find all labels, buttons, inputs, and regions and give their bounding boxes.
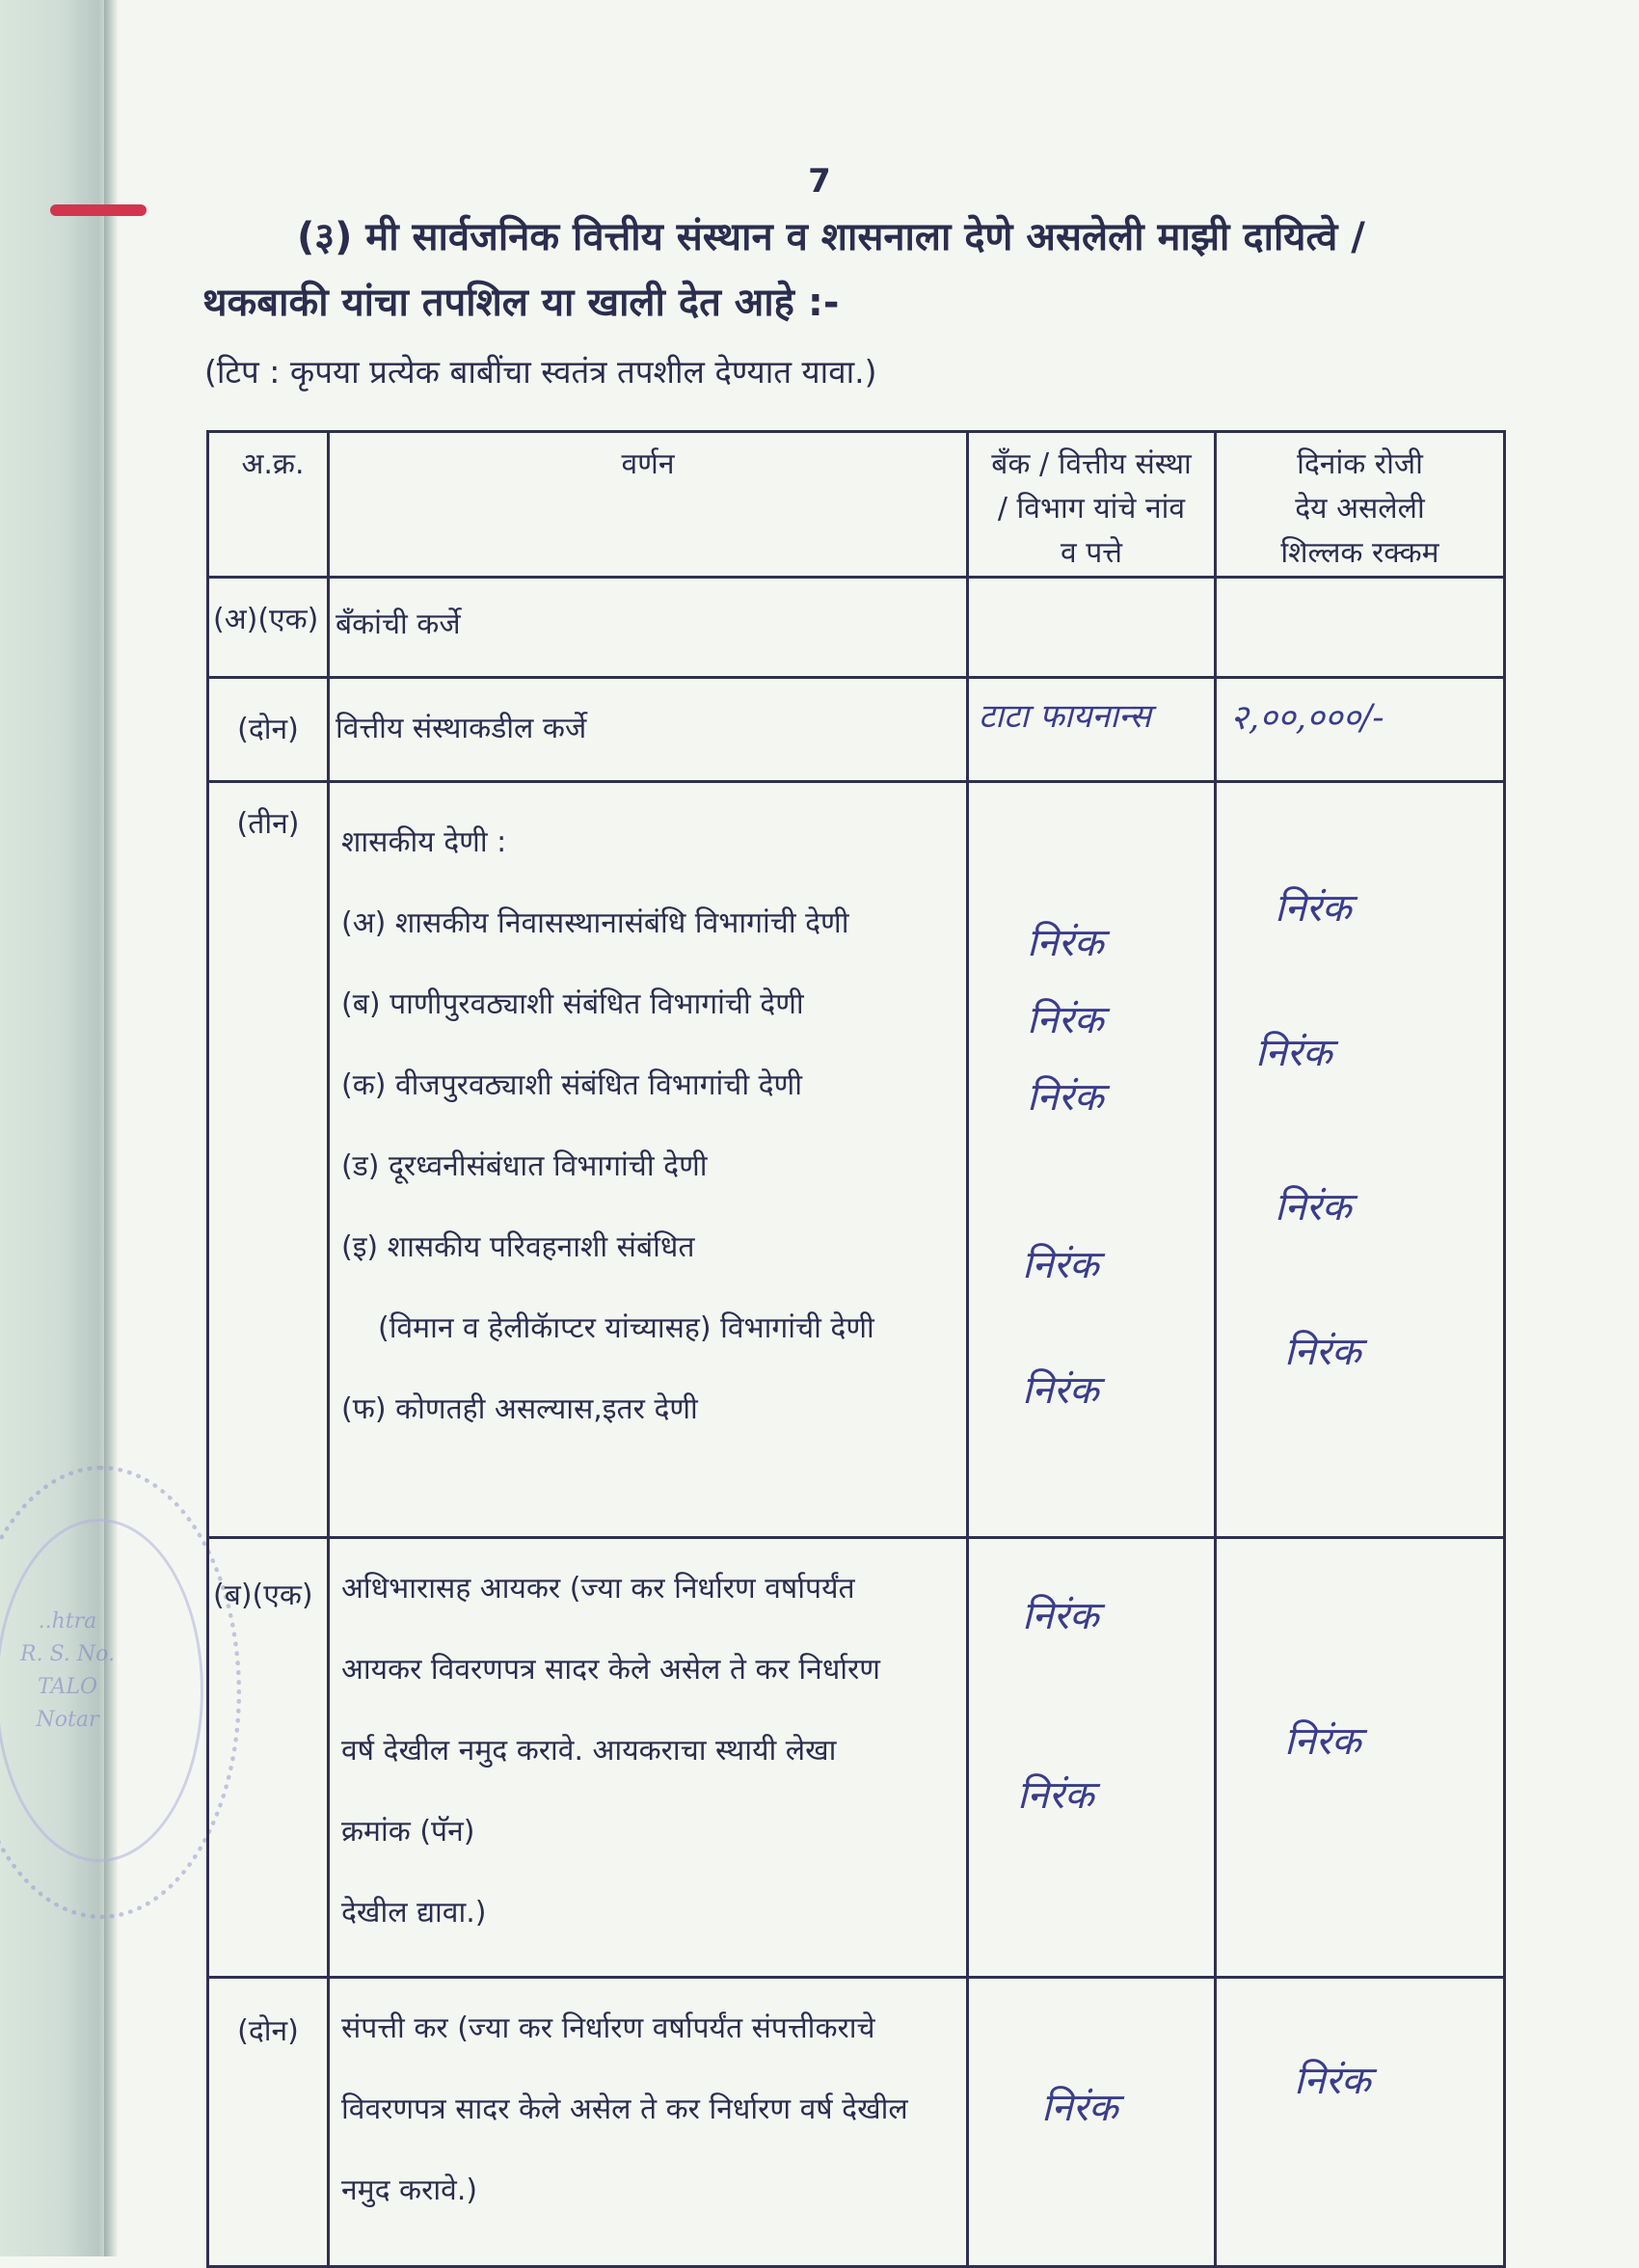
handwritten-nil: निरंक <box>1275 886 1352 931</box>
row-code: (तीन) <box>236 807 300 841</box>
handwritten-nil: निरंक <box>1284 1330 1361 1374</box>
row-code: (अ)(एक) <box>213 603 319 636</box>
income-tax-description: अधिभारासह आयकर (ज्या कर निर्धारण वर्षापर्यंत आयकर विवरणपत्र सादर केले असेल ते कर निर्धारण वर्ष देखील नमुद करावे. आयकराचा स्थायी लेखा क्रमांक (पॅन) देखील द्यावा.) <box>341 1572 880 1930</box>
seal-lettering: ..htra R. S. No. TALO Notar <box>20 1609 115 1732</box>
handwritten-nil: निरंक <box>1294 2059 1371 2103</box>
dues-item-water: (ब) पाणीपुरवठ्याशी संबंधित विभागांची देणी <box>341 987 804 1021</box>
dues-title: शासकीय देणी : <box>341 825 507 859</box>
table-header-row <box>208 432 1505 578</box>
handwritten-nil: निरंक <box>1017 1773 1094 1818</box>
table-row-bank-loans <box>208 578 1505 678</box>
handwritten-institution-entries <box>969 1539 1214 1975</box>
row-code: (दोन) <box>237 713 299 746</box>
handwritten-nil: निरंक <box>1041 2086 1118 2130</box>
handwritten-nil: निरंक <box>1022 1243 1099 1287</box>
handwritten-institution-entry <box>969 1979 1214 2264</box>
handwritten-amount-entry <box>1217 1539 1503 1975</box>
table-row-government-dues <box>208 782 1505 1538</box>
instruction-note: (टिप : कृपया प्रत्येक बाबींचा स्वतंत्र तपशील देण्यात यावा.) <box>204 353 877 391</box>
binding-thread <box>50 204 147 216</box>
dues-item-transport-cont: (विमान व हेलीकॅाप्टर यांच्यासह) विभागांची देणी <box>378 1311 874 1345</box>
row-code: (दोन) <box>237 2014 299 2048</box>
row-description: बँकांची कर्जे <box>336 608 461 641</box>
section-heading <box>202 204 1523 336</box>
row-code: (ब)(एक) <box>213 1579 313 1612</box>
dues-item-electricity: (क) वीजपुरवठ्याशी संबंधित विभागांची देणी <box>341 1068 803 1102</box>
handwritten-nil: निरंक <box>1027 921 1104 965</box>
header-description: वर्णन <box>329 432 968 578</box>
dues-item-telephone: (ड) दूरध्वनीसंबंधात विभागांची देणी <box>341 1149 708 1183</box>
dues-item-transport: (इ) शासकीय परिवहनाशी संबंधित <box>341 1230 695 1264</box>
handwritten-nil: निरंक <box>1255 1031 1332 1075</box>
handwritten-nil: निरंक <box>1027 998 1104 1042</box>
notary-seal-stamp <box>0 1466 241 1919</box>
handwritten-amount-entries <box>1217 783 1503 1535</box>
page-number: 7 <box>808 162 831 201</box>
handwritten-institution: टाटा फायनान्स <box>979 697 1152 736</box>
institution-cell-empty <box>968 578 1216 678</box>
amount-cell-empty <box>1216 578 1505 678</box>
table-row-financial-loans <box>208 678 1505 782</box>
heading-line-2: थकबाकी यांचा तपशिल या खाली देत आहे :- <box>202 281 840 325</box>
liabilities-table <box>206 430 1506 2268</box>
table-row-income-tax <box>208 1538 1505 1978</box>
table-row-wealth-tax <box>208 1978 1505 2267</box>
handwritten-amount: २,००,०००/- <box>1230 698 1384 738</box>
header-amount: दिनांक रोजी देय असलेली शिल्लक रक्कम <box>1216 432 1505 578</box>
dues-item-housing: (अ) शासकीय निवासस्थानासंबंधि विभागांची देणी <box>341 906 849 940</box>
header-serial: अ.क्र. <box>208 432 329 578</box>
handwritten-nil: निरंक <box>1275 1185 1352 1229</box>
dues-item-other: (फ) कोणतही असल्यास,इतर देणी <box>341 1392 698 1426</box>
handwritten-nil: निरंक <box>1022 1368 1099 1413</box>
handwritten-institution-entries <box>969 783 1214 1535</box>
handwritten-nil: निरंक <box>1022 1594 1099 1638</box>
header-institution: बँक / वित्तीय संस्था / विभाग यांचे नांव व पत्ते <box>968 432 1216 578</box>
handwritten-nil: निरंक <box>1027 1075 1104 1120</box>
wealth-tax-description: संपत्ती कर (ज्या कर निर्धारण वर्षापर्यंत संपत्तीकराचे विवरणपत्र सादर केले असेल ते कर निर्धारण वर्ष देखील नमुद करावे.) <box>341 2012 908 2207</box>
government-dues-list <box>330 783 966 1450</box>
handwritten-amount-entry <box>1217 1979 1503 2264</box>
row-description: वित्तीय संस्थाकडील कर्जे <box>336 712 587 745</box>
handwritten-nil: निरंक <box>1284 1719 1361 1764</box>
heading-line-1: (३) मी सार्वजनिक वित्तीय संस्थान व शासनाला देणे असलेली माझी दायित्वे / <box>297 215 1365 259</box>
